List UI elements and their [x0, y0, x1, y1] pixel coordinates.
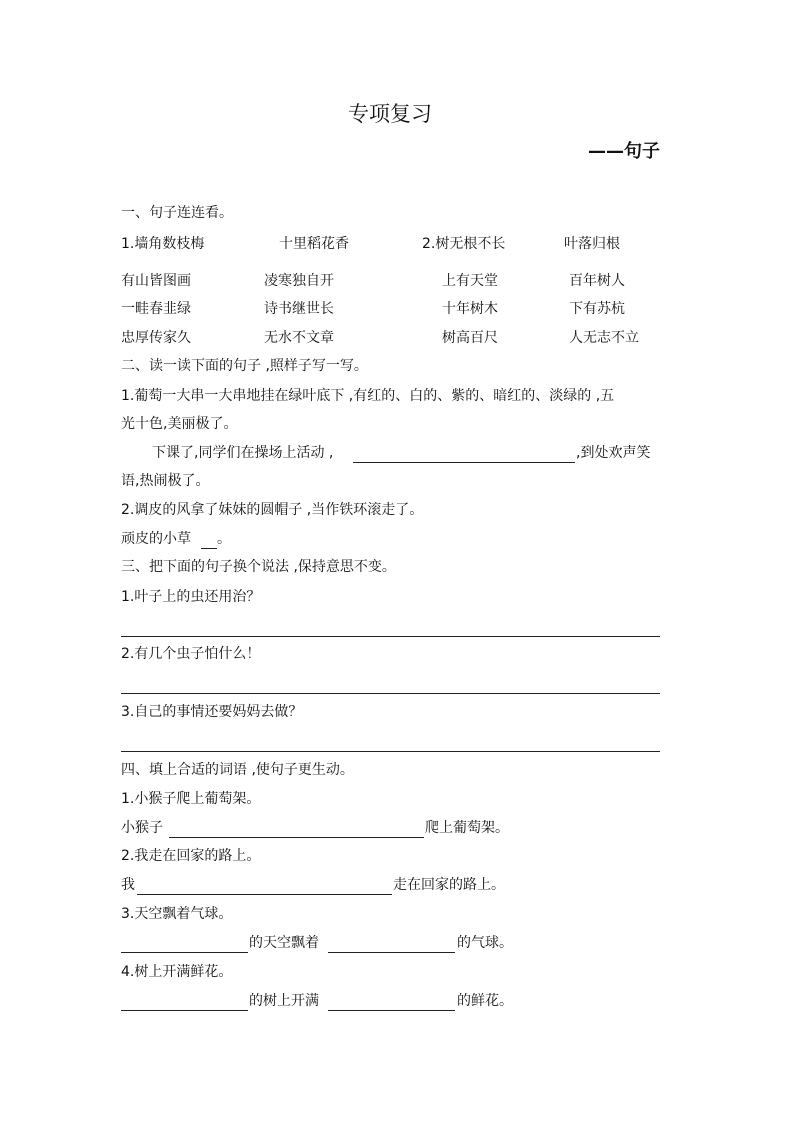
fill-prompt: 顽皮的小草: [121, 531, 191, 547]
answer-blank[interactable]: [121, 952, 248, 953]
fill-prompt: 我: [121, 877, 135, 893]
match-item: 下有苏杭: [569, 301, 625, 317]
answer-blank[interactable]: [137, 894, 392, 895]
match-item: 树高百尺: [442, 330, 498, 346]
answer-line[interactable]: [121, 751, 660, 752]
fill-prompt-end: ,到处欢声笑: [576, 445, 651, 461]
match-item: 一畦春韭绿: [121, 301, 191, 317]
match-item: 十里稻花香: [279, 236, 349, 252]
section1-heading: 一、句子连连看。: [121, 205, 233, 221]
answer-blank[interactable]: [353, 462, 575, 463]
answer-line[interactable]: [121, 636, 660, 637]
section4-heading: 四、填上合适的词语 ,使句子更生动。: [121, 762, 354, 778]
fill-prompt-mid: 的天空飘着: [249, 935, 319, 951]
question: 2.我走在回家的路上。: [121, 848, 261, 864]
match-item: 十年树木: [442, 301, 498, 317]
answer-blank[interactable]: [201, 548, 217, 549]
fill-prompt: 小猴子: [121, 820, 163, 836]
answer-blank[interactable]: [169, 837, 424, 838]
question: 4.树上开满鲜花。: [121, 964, 233, 980]
fill-prompt-cont: 语,热闹极了。: [121, 473, 210, 489]
example-sentence: 1.葡萄一大串一大串地挂在绿叶底下 ,有红的、白的、紫的、暗红的、淡绿的 ,五: [121, 388, 615, 404]
match-item: 百年树人: [569, 273, 625, 289]
example-sentence: 2.调皮的风拿了妹妹的圆帽子 ,当作铁环滚走了。: [121, 502, 424, 518]
section2-heading: 二、读一读下面的句子 ,照样子写一写。: [121, 358, 368, 374]
fill-prompt-end: 爬上葡萄架。: [425, 820, 509, 836]
answer-blank[interactable]: [328, 952, 455, 953]
match-item: 上有天堂: [442, 273, 498, 289]
example-sentence-cont: 光十色,美丽极了。: [121, 416, 238, 432]
question: 2.有几个虫子怕什么！: [121, 646, 261, 662]
match-item: 1.墙角数枝梅: [121, 236, 205, 252]
fill-prompt-end: 走在回家的路上。: [393, 877, 505, 893]
match-item: 无水不文章: [264, 330, 334, 346]
answer-line[interactable]: [121, 693, 660, 694]
fill-prompt-end: 。: [217, 531, 231, 547]
question: 1.小猴子爬上葡萄架。: [121, 791, 261, 807]
question: 1.叶子上的虫还用治？: [121, 589, 261, 605]
match-item: 2.树无根不长: [422, 236, 506, 252]
match-item: 人无志不立: [569, 330, 639, 346]
match-item: 有山皆图画: [121, 273, 191, 289]
match-item: 凌寒独自开: [264, 273, 334, 289]
match-item: 诗书继世长: [264, 301, 334, 317]
page-subtitle: ——句子: [588, 141, 660, 162]
fill-prompt-mid: 的树上开满: [249, 993, 319, 1009]
page-title: 专项复习: [348, 102, 432, 126]
fill-prompt: 下课了,同学们在操场上活动 ,: [152, 445, 334, 461]
question: 3.自己的事情还要妈妈去做？: [121, 704, 303, 720]
match-item: 忠厚传家久: [121, 330, 191, 346]
answer-blank[interactable]: [328, 1010, 455, 1011]
fill-prompt-end: 的气球。: [457, 935, 513, 951]
answer-blank[interactable]: [121, 1010, 248, 1011]
section3-heading: 三、把下面的句子换个说法 ,保持意思不变。: [121, 559, 396, 575]
question: 3.天空飘着气球。: [121, 906, 233, 922]
fill-prompt-end: 的鲜花。: [457, 993, 513, 1009]
match-item: 叶落归根: [564, 236, 620, 252]
